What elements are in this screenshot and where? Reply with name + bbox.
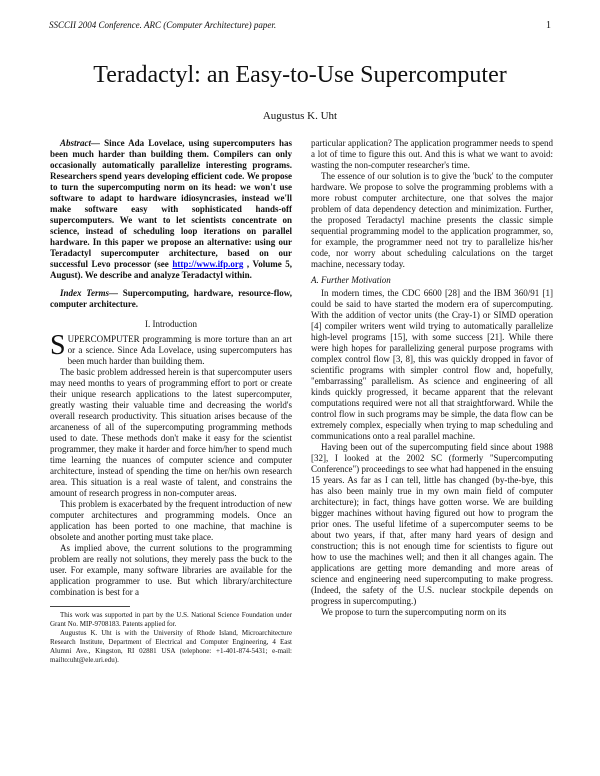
footnote-divider [50, 606, 130, 607]
abstract-lead: Abstract— [60, 138, 101, 148]
right-paragraph-2: The essence of our solution is to give the 'buck' to the computer hardware. We propose to solve the programming problems with a more robust computer architecture, one that solves the major problem of data dependency detection and minimization. Further, the proposed Teradactyl machine presents the classic simple sequential programming model to the application programmer, so, for example, the programmer need not try to parallelize his/her code, nor worry about scheduling calculations on the target machine, necessary today. [311, 171, 553, 269]
index-terms-lead: Index Terms— [60, 288, 118, 298]
right-paragraph-1: particular application? The application programmer needs to spend a lot of time to figure this out. And this is what we want to avoid: wasting the non-computer researcher's time. [311, 138, 553, 170]
paper-title: Teradactyl: an Easy-to-Use Supercomputer [93, 62, 507, 88]
footnote-affiliation: Augustus K. Uht is with the University of Rhode Island, Microarchitecture Research Institute, Department of Electrical and Computer Engineering, 4 East Alumni Ave., Kingston, RI 02881 USA (telephone: +1-401-874-5431; e-mail: mailto:uht@ele.uri.edu). [50, 629, 292, 664]
running-header: SSCCII 2004 Conference. ARC (Computer Architecture) paper. [49, 20, 277, 30]
abstract-link[interactable]: http://www.ifp.org [172, 259, 244, 269]
intro-paragraph-4: As implied above, the current solutions to the programming problem are really not solutions, they merely pass the buck to the user. For example, many software libraries are available for the application programmer to use. But which library/architecture combination is best for a [50, 543, 292, 597]
subsection-heading-motivation: A. Further Motivation [311, 275, 391, 285]
section-heading-introduction: I. Introduction [145, 319, 197, 329]
intro-p1-text: UPERCOMPUTER programming is more torture than an art or a science. Since Ada Lovelace, using supercomputers has been much harder than building them. [67, 334, 292, 366]
dropcap-letter: S [50, 330, 66, 361]
right-column [311, 138, 553, 618]
right-paragraph-5: We propose to turn the supercomputing norm on its [321, 607, 507, 617]
right-paragraph-3: In modern times, the CDC 6600 [28] and the IBM 360/91 [1] could be said to have started the modern era of supercomputing. With the addition of vector units (the Cray-1) or SIMD operation [4] compiler writers went wild trying to automatically parallelize high-level programs [15], with some success [21]. While there were high hopes for parallelizing general purpose programs with complex control flow [3, 8], this was quickly dropped in favor of scientific programs with simpler control flow and, hopefully, "embarrassing" parallelism. As science and engineering of all kinds quickly progressed, it became apparent that the relevant computations required were not all that straightforward. While the control flow in such programs may be simple, the data flow can be extremely complex, especially when trying to map scheduling and communications onto a real parallel machine. [311, 288, 553, 441]
intro-paragraph-3: This problem is exacerbated by the frequent introduction of new computer architectures and programming models. Once an application has been ported to one machine, that machine is obsolete and another porting must take place. [50, 499, 292, 542]
abstract [50, 138, 292, 281]
intro-paragraph-2: The basic problem addressed herein is that supercomputer users may need months to years of programming effort to port or create their unique research applications to the latest supercomputer, greatly wasting their valuable time and decreasing the world's overall research productivity. This situation arises because of the arcaneness of all of the supercomputing programming methods used to date. These methods don't make it easy for the scientist programmer, they make it harder and force him/her to spend much time learning the nuances of computer science and computer architecture, instead of spending the time on her/his own research area. This situation is a real waste of talent, and constrains the amount of research progress in non-computer areas. [50, 367, 292, 498]
page-number: 1 [546, 20, 551, 31]
index-terms-text: Supercomputing, hardware, resource-flow, computer architecture. [50, 288, 292, 309]
index-terms [50, 288, 292, 310]
abstract-text-after: , Volume 5, August). We describe and analyze Teradactyl within. [50, 259, 292, 280]
left-column [50, 138, 292, 665]
footnote-funding: This work was supported in part by the U.S. National Science Foundation under Grant No. MIP-9708183. Patents applied for. [50, 611, 292, 628]
abstract-text: Since Ada Lovelace, using supercomputers has been much harder than building them. Compilers can only occasionally automatically parallelize interesting programs. Researchers spend years developing efficient code. We propose to turn the supercomputing norm on its head: we won't use software to adapt to hardware idiosyncrasies, instead we'll make software easy with sophisticated hands-off supercomputers. We want to let scientists concentrate on science, instead of scheduling loop iterations on parallel hardware. In this paper we propose an alternative: using our Teradactyl supercomputer architecture, based on our successful Levo processor (see [50, 138, 292, 269]
intro-paragraph-1 [50, 330, 292, 367]
paper-author: Augustus K. Uht [262, 110, 338, 122]
right-paragraph-4: Having been out of the supercomputing field since about 1988 [32], I looked at the 2002 SC (formerly "Supercomputing Conference") proceedings to see what had happened in the ensuing 15 years. As far as I can tell, little has changed (by-the-bye, this has also been mainly true in my own main field of computer architecture); in fact, things have gotten worse. We are building bigger machines without having figured out how to program the prior ones. The useful lifetime of a supercomputer seems to be about two years, if that, after many hard years of design and construction; this is not enough time for scientists to figure out how to use the machines well; and then it all changes again. The applications are getting more demanding and more areas of science and engineering need supercomputing to make progress. (Indeed, the safety of the U.S. nuclear stockpile depends on progress in supercomputing.) [311, 442, 553, 606]
